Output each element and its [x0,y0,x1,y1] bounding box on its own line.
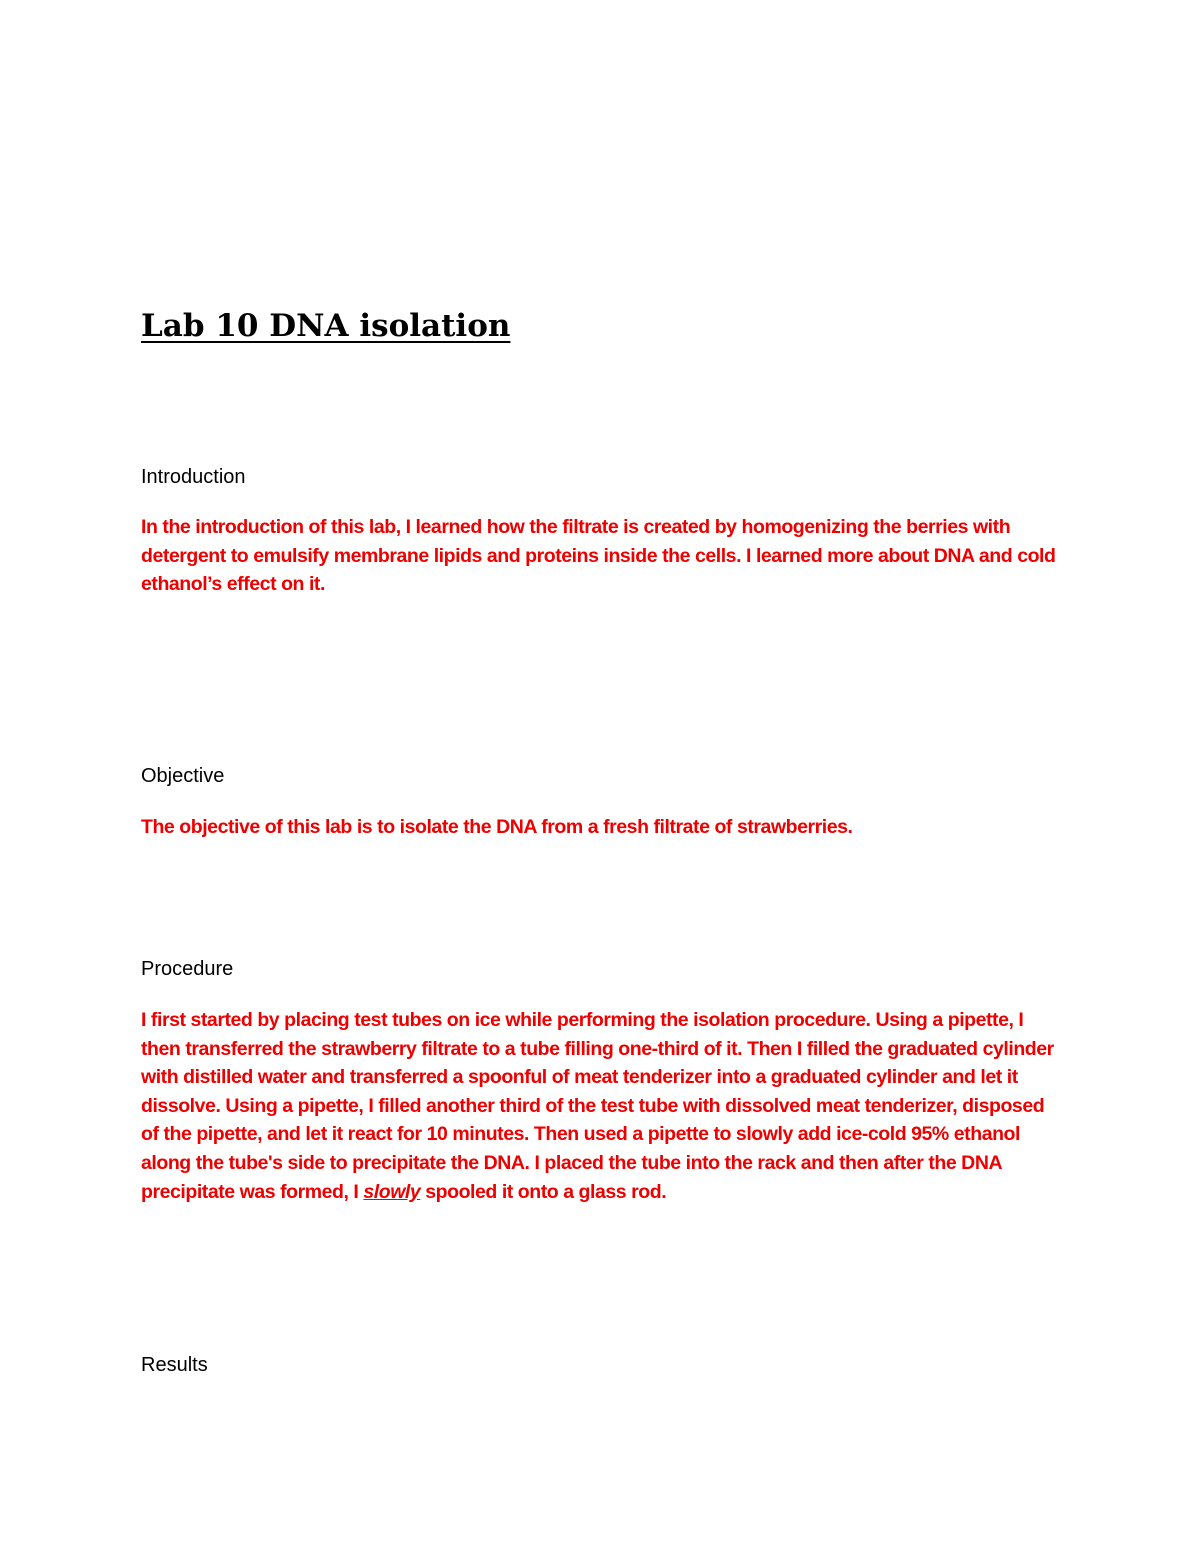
section-heading-objective: Objective [141,765,225,787]
section-body-procedure [141,1006,1066,1206]
section-heading-introduction: Introduction [141,466,246,488]
section-body-objective: The objective of this lab is to isolate the DNA from a fresh filtrate of strawberries. [141,816,853,838]
procedure-text-part-1: I first started by placing test tubes on ice while performing the isolation procedure. Using a pipette, I then transferred the strawberry filtrate to a tube filling one-third of it. Then I filled the graduated cylinder with distilled water and transferred a spoonful of meat tenderizer into a graduated cylinder and let it dissolve. Using a pipette, I filled another third of the test tube with dissolved meat tenderizer, disposed of the pipette, and let it react for 10 minutes. Then used a pipette to slowly add ice-cold 95% ethanol along the tube's side to precipitate the DNA. I placed the tube into the rack and then after the DNA precipitate was formed, I [141,1009,1054,1203]
procedure-emphasis-slowly: slowly [363,1180,421,1203]
document-title: Lab 10 DNA isolation [141,308,511,344]
procedure-text-part-2: spooled it onto a glass rod. [420,1180,667,1203]
section-heading-procedure: Procedure [141,958,234,980]
section-body-introduction: In the introduction of this lab, I learned how the filtrate is created by homogenizing the berries with detergent to emulsify membrane lipids and proteins inside the cells. I learned more about DNA and cold ethanol’s effect on it. [141,516,1056,596]
section-heading-results: Results [141,1354,208,1376]
